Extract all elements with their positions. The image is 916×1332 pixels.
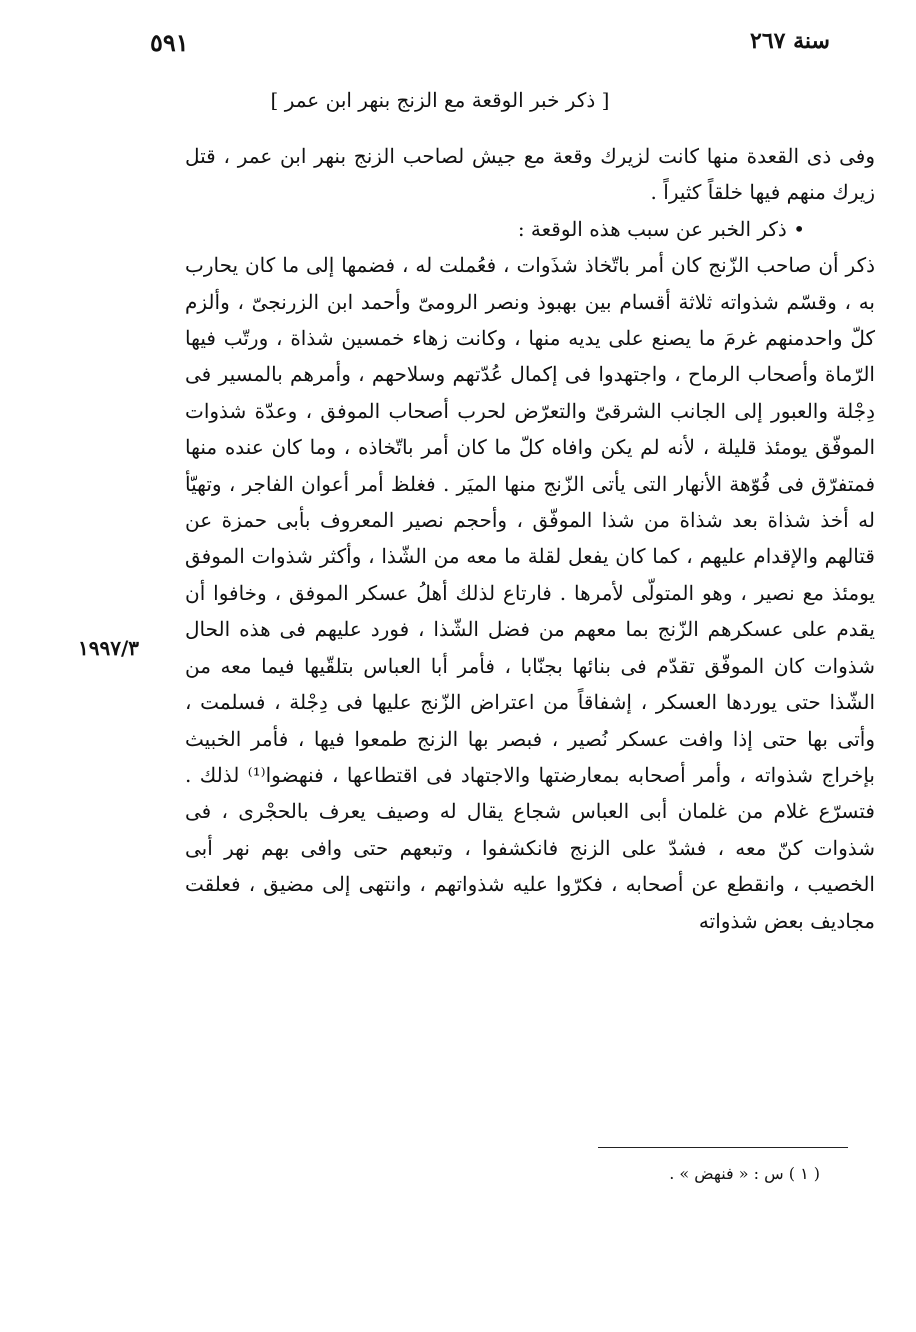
- header-year: سنة ٢٦٧: [750, 28, 830, 54]
- footnote-divider: [598, 1147, 848, 1148]
- page-number: ٥٩١: [150, 28, 189, 57]
- page-header: [150, 28, 830, 68]
- paragraph-intro: وفى ذى القعدة منها كانت لزيرك وقعة مع جيش لصاحب الزنج بنهر ابن عمر ، قتل زيرك منهم فيها خلقاً كثيراً .: [185, 144, 875, 205]
- margin-reference: ١٩٩٧/٣: [78, 636, 140, 660]
- sub-heading: • ذكر الخبر عن سبب هذه الوقعة :: [517, 216, 805, 241]
- section-heading: [ ذكر خبر الوقعة مع الزنج بنهر ابن عمر ]: [270, 88, 610, 112]
- paragraph-main: ذكر أن صاحب الزّنج كان أمر باتّخاذ شذَوات ، فعُملت له ، فضمها إلى ما كان يحارب به ، وقسّم شذواته ثلاثة أقسام بين بهبوذ ونصر الرومىّ وأحمد ابن الزرنجىّ ، وألزم كلّ واحدمنهم غرمَ ما يصنع على يديه منها ، وكانت زهاء خمسين شذاة ، ورتّب فيها الرّماة وأصحاب الرماح ، واجتهدوا فى إكمال عُدّتهم وسلاحهم ، وأمرهم بالمسير فى دِجْلة والعبور إلى الجانب الشرقىّ والتعرّض لحرب أصحاب الموفق ، وعدّة شذوات الموفّق يومئذ قليلة ، لأنه لم يكن وافاه كلّ ما كان أمر باتّخاذه ، وما كان عنده منها فمتفرّق فى فُوّهة الأنهار التى يأتى الزّنج منها الميَر . فغلظ أمر أعوان الفاجر ، وتهيّأ له أخذ شذاة بعد شذاة من شذا الموفّق ، وأحجم نصير المعروف بأبى حمزة عن قتالهم والإقدام عليهم ، كما كان يفعل لقلة ما معه من الشّذا ، وأكثر شذوات الموفق يومئذ مع نصير ، وهو المتولّى لأمرها . فارتاع لذلك أهلُ عسكر الموفق ، وخافوا أن يقدم على عسكرهم الزّنج بما معهم من فضل الشّذا ، فورد عليهم فى هذه الحال شذوات كان الموفّق تقدّم فى بنائها بجنّابا ، فأمر أبا العباس بتلقّيها فيما معه من الشّذا حتى يوردها العسكر ، إشفاقاً من اعتراض الزّنج عليها فى دِجْلة ، فسلمت ، وأتى بها حتى إذا وافت عسكر نُصير ، فبصر بها الزنج طمعوا فيها ، فأمر الخبيث بإخراج شذواته ، وأمر أصحابه بمعارضتها والاجتهاد فى اقتطاعها ، فنهضوا⁽¹⁾ لذلك . فتسرّع غلام من غلمان أبى العباس شجاع يقال له وصيف يعرف بالحجْرى ، فى شذوات كنّ معه ، فشدّ على الزنج فانكشفوا ، وتبعهم حتى وافى بهم نهر أبى الخصيب ، وانقطع عن أصحابه ، فكرّوا عليه شذواتهم ، وانتهى إلى مضيق ، فعلقت مجاديف بعض شذواته: [185, 253, 875, 933]
- body-text: [185, 138, 875, 939]
- footnote: ( ١ ) س : « فنهض » .: [669, 1164, 820, 1183]
